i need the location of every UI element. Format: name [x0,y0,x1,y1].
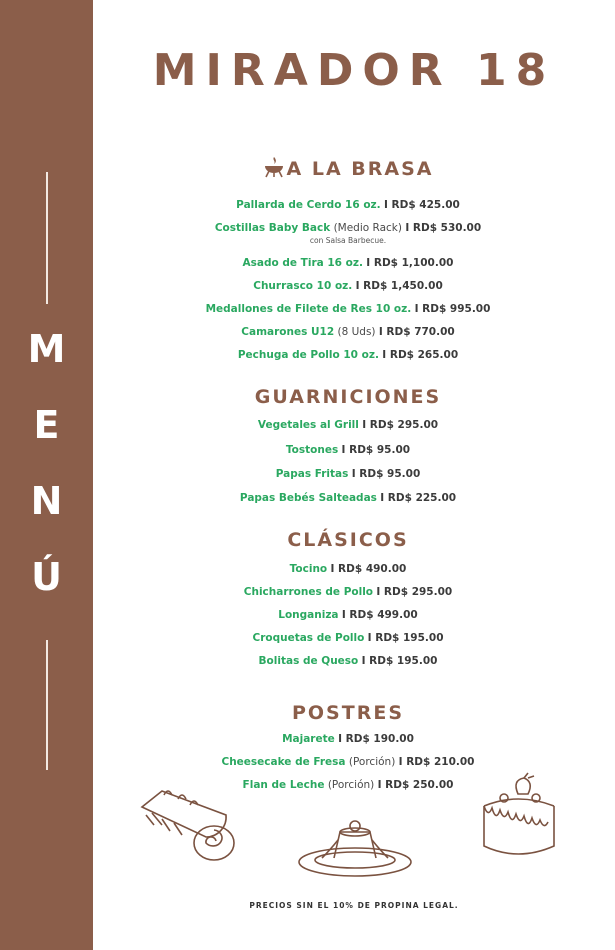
sidebar [0,0,93,950]
item-name: Flan de Leche [242,779,325,791]
section-title-postres: POSTRES [291,702,404,724]
item-name: Pechuga de Pollo 10 oz. [237,349,379,361]
list-item [93,492,603,504]
item-note: (Porción) [348,756,396,768]
list-item [93,199,603,211]
sidebar-divider-bottom [46,640,48,770]
menu-letter: Ú [31,555,62,599]
item-price: I RD$ 250.00 [377,779,454,791]
list-item [93,756,603,768]
item-name: Bolitas de Queso [258,655,359,667]
item-name: Camarones U12 [241,326,335,338]
footer-note: PRECIOS SIN EL 10% DE PROPINA LEGAL. [249,901,459,910]
item-name: Papas Fritas [275,468,349,480]
item-price: I RD$ 95.00 [341,444,411,456]
item-price: I RD$ 195.00 [367,632,444,644]
menu-letter: E [33,403,60,447]
item-price: I RD$ 295.00 [362,419,439,431]
menu-letter: M [27,327,66,371]
item-note: (Porción) [327,779,375,791]
item-note: (Medio Rack) [333,222,402,234]
item-name: Tostones [285,444,339,456]
section-title-brasa [93,156,603,180]
flan-illustration [296,818,414,880]
item-price: I RD$ 995.00 [414,303,491,315]
section-title-clasicos: CLÁSICOS [287,529,409,551]
list-item [93,632,603,644]
list-item [93,586,603,598]
item-price: I RD$ 190.00 [338,733,414,745]
item-subnote: con Salsa Barbecue. [309,236,387,245]
item-price: I RD$ 210.00 [398,756,475,768]
section-title-text: A LA BRASA [286,158,434,180]
item-name: Vegetales al Grill [257,419,359,431]
menu-letter: N [30,479,63,523]
item-price: I RD$ 95.00 [351,468,421,480]
item-name: Pallarda de Cerdo 16 oz. [236,199,381,211]
item-name: Longaniza [278,609,339,621]
list-item [93,609,603,621]
restaurant-title: MIRADOR 18 [152,45,556,96]
swiss-roll-illustration [134,785,240,865]
item-name: Medallones de Filete de Res 10 oz. [205,303,412,315]
item-name: Cheesecake de Fresa [221,756,346,768]
list-item [93,280,603,292]
item-price: I RD$ 530.00 [405,222,482,234]
item-price: I RD$ 195.00 [361,655,438,667]
item-price: I RD$ 425.00 [383,199,460,211]
item-name: Chicharrones de Pollo [243,586,374,598]
list-item [93,468,603,480]
item-name: Papas Bebés Salteadas [239,492,377,504]
item-price: I RD$ 490.00 [330,563,407,575]
item-name: Costillas Baby Back [214,222,331,234]
grill-icon [263,156,285,178]
item-price: I RD$ 225.00 [380,492,457,504]
menu-vertical-label [0,327,93,634]
item-name: Churrasco 10 oz. [253,280,353,292]
list-item [93,326,603,338]
item-price: I RD$ 770.00 [378,326,455,338]
list-item [93,444,603,456]
item-price: I RD$ 499.00 [341,609,418,621]
item-price: I RD$ 295.00 [376,586,453,598]
item-name: Asado de Tira 16 oz. [242,257,363,269]
item-name: Croquetas de Pollo [252,632,365,644]
item-price: I RD$ 1,450.00 [355,280,443,292]
item-price: I RD$ 1,100.00 [366,257,454,269]
item-note: (8 Uds) [337,326,376,338]
list-item [93,349,603,361]
cake-illustration [474,772,562,866]
list-item [93,655,603,667]
item-name: Majarete [282,733,335,745]
sidebar-divider-top [46,172,48,304]
list-item [93,303,603,315]
list-item [93,419,603,431]
list-item [93,733,603,745]
list-item [93,222,603,234]
list-item [93,257,603,269]
item-price: I RD$ 265.00 [382,349,459,361]
list-item [93,563,603,575]
item-name: Tocino [289,563,328,575]
section-title-guarniciones: GUARNICIONES [254,386,442,408]
